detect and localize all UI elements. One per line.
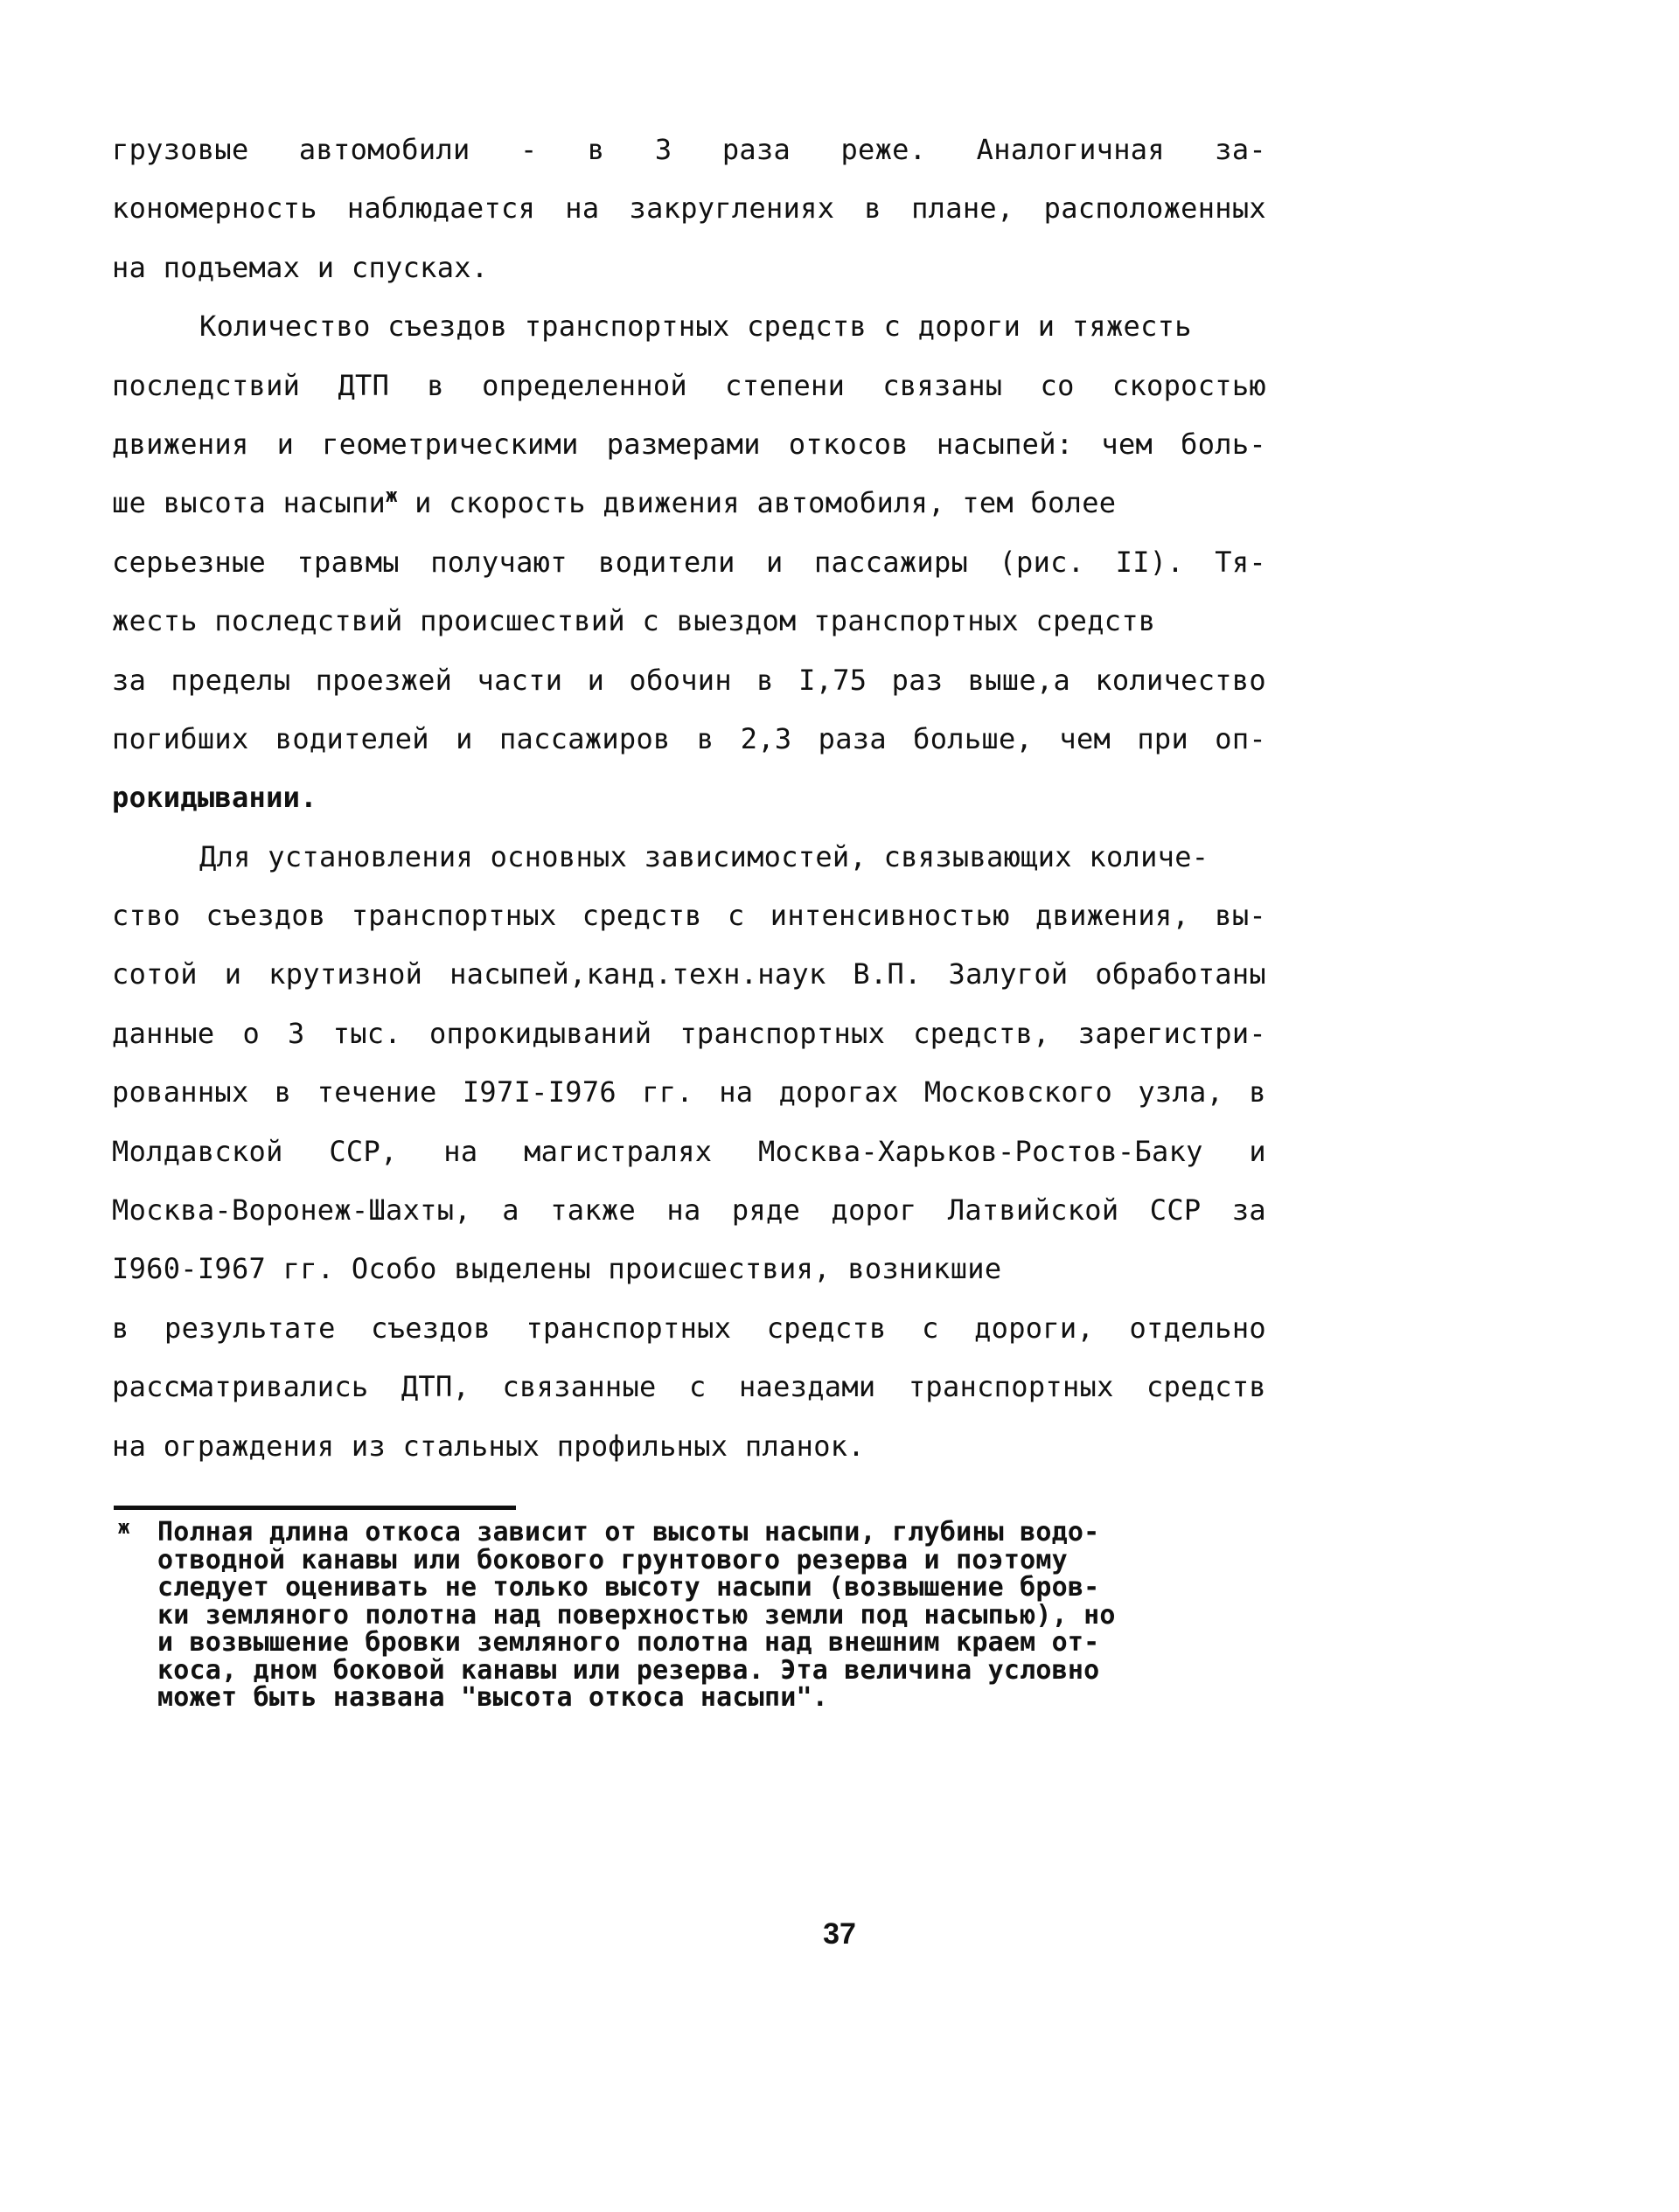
footnote-reference-marker: ж [386,485,398,508]
paragraph-3-line-3: сотой и крутизной насыпей,канд.техн.наук В.П. Залугой обработаны [112,957,1266,991]
main-text [112,121,1266,1476]
paragraph-2-line-4-end: и скорость движения автомобиля, тем более [397,486,1117,520]
footnote-line-2: отводной канавы или бокового грунтового резерва и поэтому [157,1544,1068,1576]
paragraph-1-line-2: кономерность наблюдается на закруглениях в плане, расположенных [112,191,1266,226]
paragraph-2-line-4 [112,474,1266,532]
paragraph-2-line-2: последствий ДТП в определенной степени связаны со скоростью [112,368,1266,402]
paragraph-2-line-8: погибших водителей и пассажиров в 2,3 раза больше, чем при оп- [112,721,1266,755]
paragraph-3-line-4: данные о 3 тыс. опрокидываний транспортных средств, зарегистри- [112,1016,1266,1050]
paragraph-2-line-7: за пределы проезжей части и обочин в I,75 раз выше,а количество [112,663,1266,697]
footnote-line-6: коса, дном боковой канавы или резерва. Эта величина условно [157,1654,1100,1686]
footnote [118,1519,1211,1712]
footnote-divider [114,1506,516,1510]
paragraph-3-line-5: рованных в течение I97I-I976 гг. на дорогах Московского узла, в [112,1075,1266,1109]
paragraph-3-line-7: Москва-Воронеж-Шахты, а также на ряде дорог Латвийской ССР за [112,1193,1266,1228]
footnote-line-3: следует оценивать не только высоту насыпи (возвышение бров- [157,1572,1100,1603]
paragraph-1-line-3: на подъемах и спусках. [112,250,489,284]
paragraph-3-line-6: Молдавской ССР, на магистралях Москва-Харьков-Ростов-Баку и [112,1134,1266,1168]
paragraph-1-line-1: грузовые автомобили - в 3 раза реже. Аналогичная за- [112,133,1266,166]
paragraph-3-line-8: I960-I967 гг. Особо выделены происшествия, возникшие [112,1252,1002,1286]
footnote-line-1-text: Полная длина откоса зависит от высоты насыпи, глубины водо- [157,1517,1100,1548]
paragraph-2-line-1: Количество съездов транспортных средств с дороги и тяжесть [199,310,1192,344]
paragraph-3-line-9: в результате съездов транспортных средств с дороги, отдельно [112,1311,1266,1345]
footnote-line-4: ки земляного полотна над поверхностью земли под насыпью), но [157,1599,1116,1631]
paragraph-3-line-11: на ограждения из стальных профильных планок. [112,1429,865,1463]
paragraph-3-line-1: Для установления основных зависимостей, связывающих количе- [199,839,1209,873]
footnote-line-1: ж Полная длина откоса зависит от высоты насыпи, глубины водо- [118,1517,1100,1548]
page-number: 37 [823,1917,856,1951]
footnote-line-5: и возвышение бровки земляного полотна над внешним краем от- [157,1627,1100,1658]
paragraph-2-line-5: серьезные травмы получают водители и пассажиры (рис. II). Тя- [112,545,1266,579]
paragraph-3-line-10: рассматривались ДТП, связанные с наездами транспортных средств [112,1370,1266,1404]
paragraph-2-line-9: рокидывании. [112,781,317,815]
footnote-line-7: может быть названа "высота откоса насыпи". [157,1682,828,1713]
paragraph-3-line-2: ство съездов транспортных средств с интенсивностью движения, вы- [112,899,1266,933]
paragraph-2-line-3: движения и геометрическими размерами откосов насыпей: чем боль- [112,427,1266,461]
paragraph-2-line-4-start: ше высота насыпи [112,486,387,520]
paragraph-2-line-6: жесть последствий происшествий с выездом транспортных средств [112,604,1156,638]
